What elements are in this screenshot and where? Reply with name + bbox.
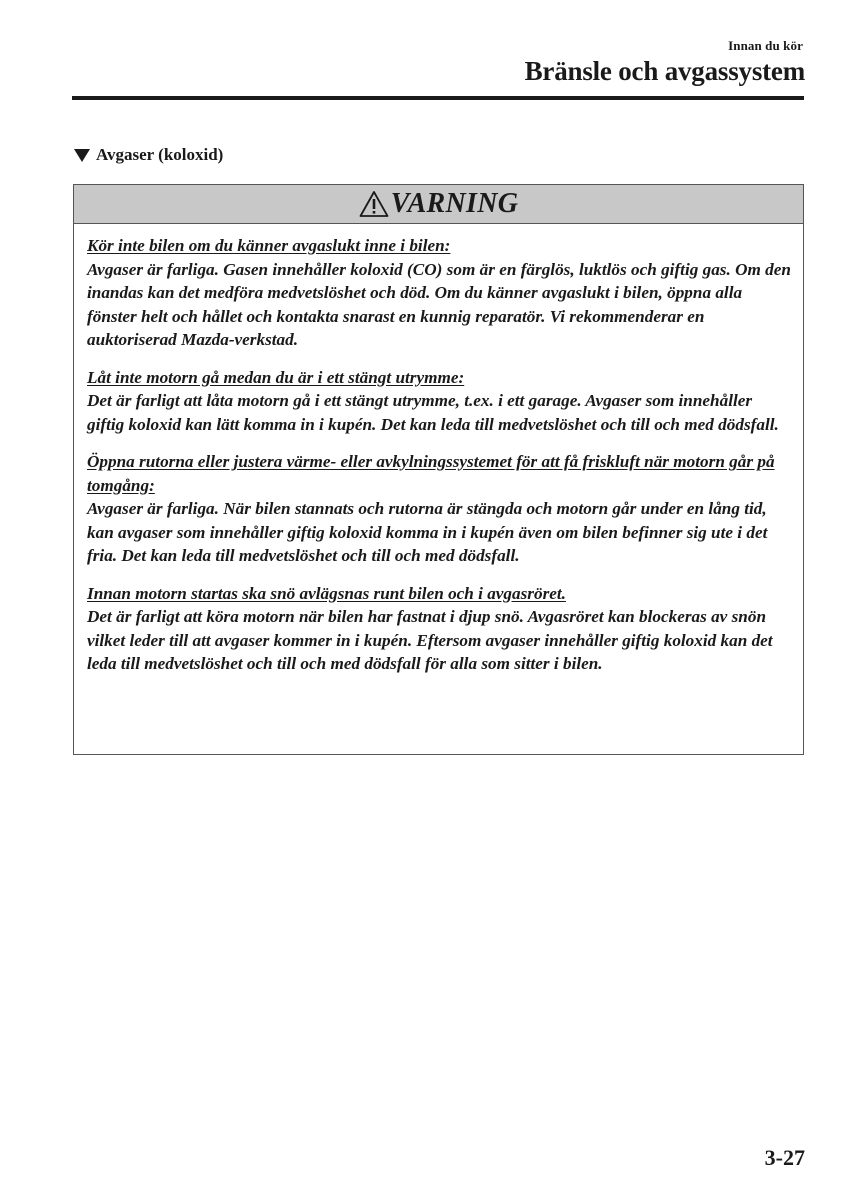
triangle-bullet-icon: [74, 149, 90, 162]
warning-body: [74, 224, 803, 676]
warning-title: VARNING: [390, 188, 519, 219]
warning-item: [87, 582, 791, 676]
warning-item: [87, 366, 791, 437]
warning-item-title: Öppna rutorna eller justera värme- eller avkylningssystemet för att få friskluft när motorn går på tomgång:: [87, 452, 775, 495]
warning-item-title: Låt inte motorn gå medan du är i ett stängt utrymme:: [87, 367, 465, 387]
warning-item-text: Det är farligt att köra motorn när bilen har fastnat i djup snö. Avgasröret kan blockeras av snön vilket leder till att avgaser kommer in i kupén. Eftersom avgaser innehåller giftig koloxid kan det leda till medvetslöshet och till och med dödsfall för alla som sitter i bilen.: [87, 607, 773, 673]
header-divider: [72, 96, 804, 100]
warning-box: [73, 184, 804, 755]
page-number: 3-27: [764, 1145, 805, 1170]
warning-item: [87, 450, 791, 568]
section-heading: [74, 145, 223, 165]
warning-item-text: Det är farligt att låta motorn gå i ett stängt utrymme, t.ex. i ett garage. Avgaser som innehåller giftig koloxid kan lätt komma in i kupén. Det kan leda till medvetslöshet och till och med dödsfall.: [87, 391, 779, 434]
warning-item-text: Avgaser är farliga. När bilen stannats och rutorna är stängda och motorn går under en lång tid, kan avgaser som innehåller giftig koloxid komma in i kupén även om bilen befinner sig ute i det fria. Det kan leda till medvetslöshet och till och med dödsfall.: [87, 499, 768, 565]
warning-item-title: Innan motorn startas ska snö avlägsnas runt bilen och i avgasröret.: [87, 583, 566, 603]
warning-item-text: Avgaser är farliga. Gasen innehåller koloxid (CO) som är en färglös, luktlös och giftig gas. Om den inandas kan det medföra medvetslöshet och död. Om du känner avgaslukt i bilen, öppna alla fönster helt och hållet och kontakta snarast en kunnig reparatör. Vi rekommenderar en auktoriserad Mazda-verkstad.: [87, 259, 791, 349]
warning-header: [74, 185, 803, 224]
warning-item: [87, 234, 791, 352]
warning-item-title: Kör inte bilen om du känner avgaslukt inne i bilen:: [87, 236, 451, 255]
page-title: Bränsle och avgassystem: [524, 56, 805, 86]
warning-triangle-icon: [359, 190, 389, 218]
section-heading-text: Avgaser (koloxid): [96, 145, 224, 164]
chapter-label: Innan du kör: [728, 38, 803, 53]
